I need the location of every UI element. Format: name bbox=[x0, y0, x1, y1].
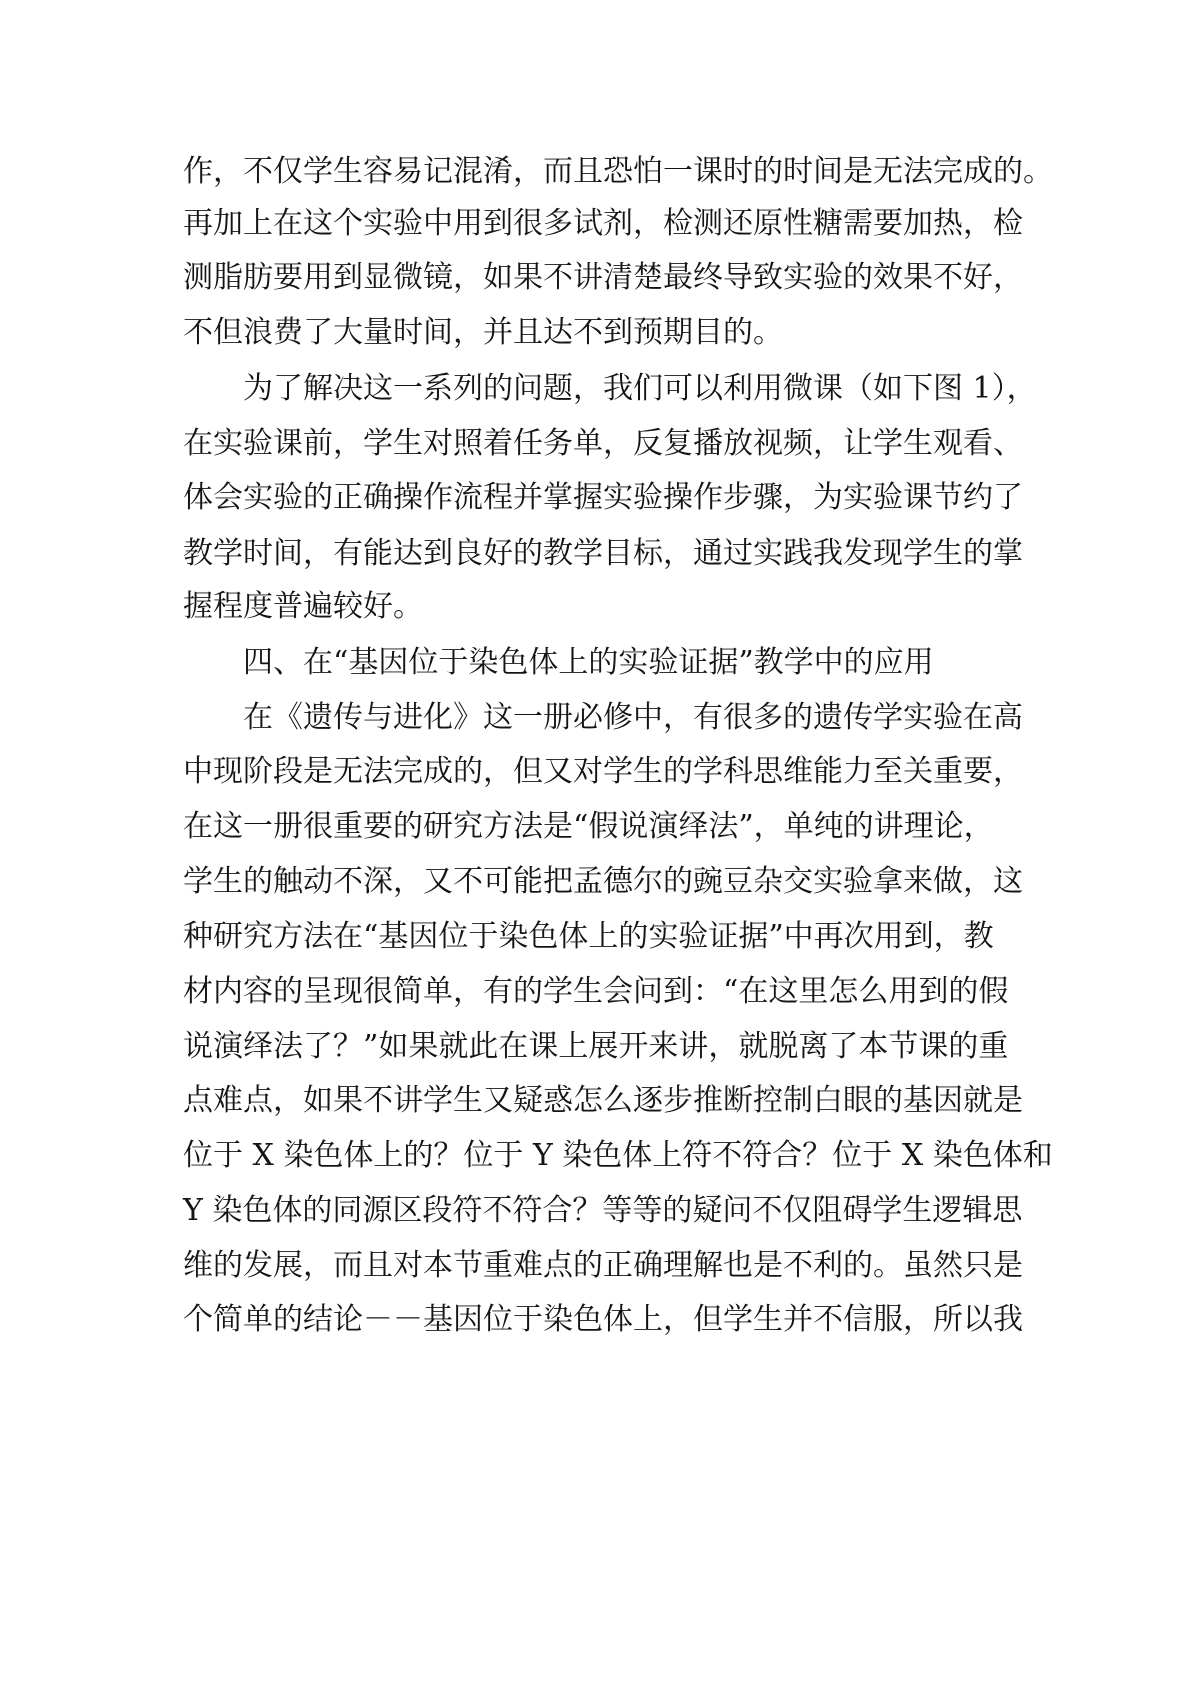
text-line: 中现阶段是无法完成的，但又对学生的学科思维能力至关重要， bbox=[183, 754, 1023, 789]
section-heading: 四、在“基因位于染色体上的实验证据”教学中的应用 bbox=[243, 645, 934, 680]
text-line: 教学时间，有能达到良好的教学目标，通过实践我发现学生的掌 bbox=[183, 536, 1023, 571]
paragraph-first-line: 为了解决这一系列的问题，我们可以利用微课（如下图 1）， bbox=[243, 371, 1037, 406]
text-line: 体会实验的正确操作流程并掌握实验操作步骤，为实验课节约了 bbox=[183, 480, 1023, 515]
text-line: 在实验课前，学生对照着任务单，反复播放视频，让学生观看、 bbox=[183, 426, 1023, 461]
text-line: 学生的触动不深，又不可能把孟德尔的豌豆杂交实验拿来做，这 bbox=[183, 864, 1023, 899]
text-line: 个简单的结论－－基因位于染色体上，但学生并不信服，所以我 bbox=[183, 1302, 1023, 1337]
paragraph-first-line: 在《遗传与进化》这一册必修中，有很多的遗传学实验在高 bbox=[243, 700, 1023, 735]
text-line: 种研究方法在“基因位于染色体上的实验证据”中再次用到，教 bbox=[183, 919, 994, 954]
text-line: 维的发展，而且对本节重难点的正确理解也是不利的。虽然只是 bbox=[183, 1248, 1023, 1283]
text-line: 不但浪费了大量时间，并且达不到预期目的。 bbox=[183, 315, 783, 350]
text-line: 测脂肪要用到显微镜，如果不讲清楚最终导致实验的效果不好， bbox=[183, 260, 1023, 295]
text-line: 作，不仅学生容易记混淆，而且恐怕一课时的时间是无法完成的。 bbox=[183, 154, 1053, 189]
text-line: 材内容的呈现很简单，有的学生会问到：“在这里怎么用到的假 bbox=[183, 974, 1009, 1009]
text-line: Y 染色体的同源区段符不符合？等等的疑问不仅阻碍学生逻辑思 bbox=[183, 1193, 1023, 1228]
text-line: 在这一册很重要的研究方法是“假说演绎法”，单纯的讲理论， bbox=[183, 809, 994, 844]
text-line: 位于 X 染色体上的？位于 Y 染色体上符不符合？位于 X 染色体和 bbox=[183, 1138, 1053, 1173]
text-line: 再加上在这个实验中用到很多试剂，检测还原性糖需要加热，检 bbox=[183, 206, 1023, 241]
text-line: 点难点，如果不讲学生又疑惑怎么逐步推断控制白眼的基因就是 bbox=[183, 1083, 1023, 1118]
text-line: 说演绎法了？”如果就此在课上展开来讲，就脱离了本节课的重 bbox=[183, 1029, 1009, 1064]
text-line: 握程度普遍较好。 bbox=[183, 589, 423, 624]
